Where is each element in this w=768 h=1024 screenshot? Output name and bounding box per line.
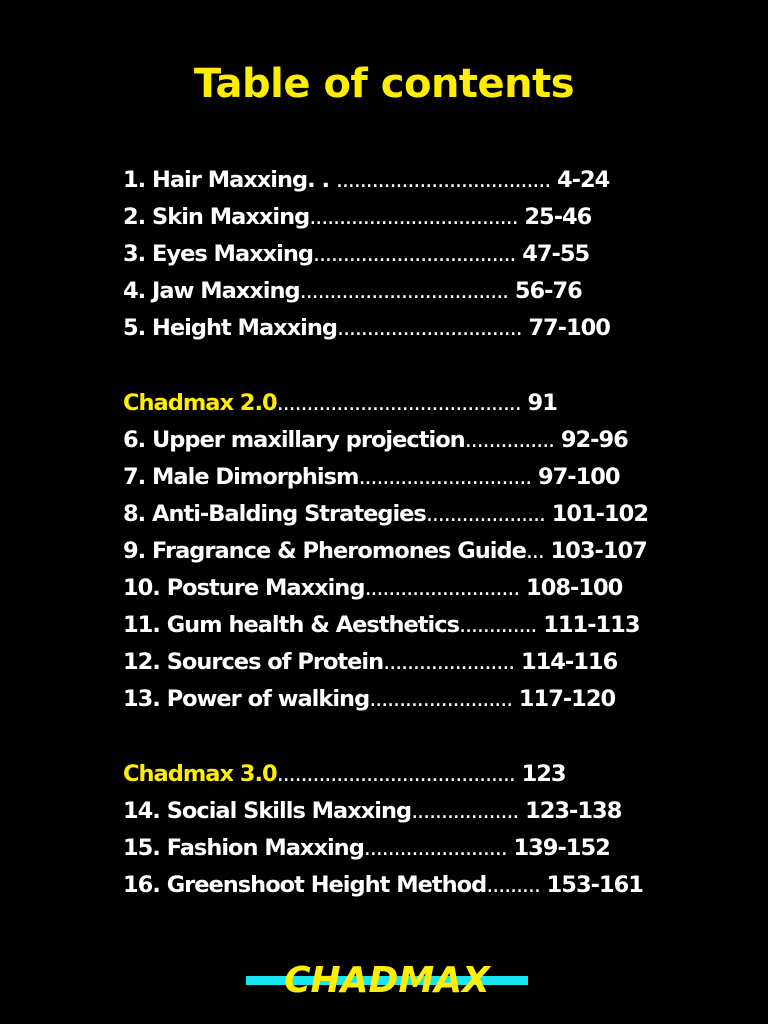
toc-page-range: 111-113: [536, 612, 640, 638]
toc-entry-title: 8. Anti-Balding Strategies: [123, 501, 426, 527]
toc-page-range: 123-138: [518, 798, 622, 824]
toc-page-range: 108-100: [519, 575, 623, 601]
toc-dot-leader: ...................................: [309, 204, 518, 230]
toc-page-range: 114-116: [514, 649, 618, 675]
toc-entry: [123, 793, 683, 830]
toc-dot-leader: ...: [525, 538, 544, 564]
toc-entry-title: 11. Gum health & Aesthetics: [123, 612, 459, 638]
toc-page-range: 97-100: [531, 464, 620, 490]
toc-page-range: 103-107: [543, 538, 647, 564]
toc-dot-leader: .............................: [358, 464, 532, 490]
toc-entry-title: 6. Upper maxillary projection: [123, 427, 465, 453]
toc-page-range: 77-100: [521, 315, 610, 341]
toc-dot-leader: ...............: [464, 427, 554, 453]
toc-entry-title: 10. Posture Maxxing: [123, 575, 365, 601]
toc-entry-title: 15. Fashion Maxxing: [123, 835, 364, 861]
page-title: Table of contents: [193, 61, 575, 107]
section-heading-title: Chadmax 3.0: [123, 761, 277, 787]
toc-dot-leader: ........................................: [276, 761, 515, 787]
toc-entry-title: 9. Fragrance & Pheromones Guide: [123, 538, 526, 564]
toc-page-range: 123: [514, 761, 566, 787]
toc-dot-leader: ...............................: [337, 315, 522, 341]
toc-section-heading: [123, 385, 683, 422]
brand-logo-text: CHADMAX: [284, 960, 490, 1001]
toc-page-range: 153-161: [539, 872, 643, 898]
toc-page-range: 92-96: [553, 427, 628, 453]
toc-page-range: 25-46: [517, 204, 592, 230]
table-of-contents: [123, 162, 683, 904]
toc-page-range: 91: [520, 390, 557, 416]
toc-entry: [123, 496, 683, 533]
toc-page-range: 4-24: [550, 167, 610, 193]
toc-entry: [123, 422, 683, 459]
toc-entry: [123, 533, 683, 570]
toc-entry-title: 16. Greenshoot Height Method: [123, 872, 487, 898]
toc-entry-title: 5. Height Maxxing: [123, 315, 337, 341]
toc-entry-title: 2. Skin Maxxing: [123, 204, 310, 230]
toc-entry: [123, 310, 683, 347]
toc-entry-title: 13. Power of walking: [123, 686, 370, 712]
toc-dot-leader: ....................................: [335, 167, 551, 193]
toc-entry-title: 12. Sources of Protein: [123, 649, 384, 675]
toc-entry: [123, 273, 683, 310]
toc-entry: [123, 459, 683, 496]
toc-page-range: 56-76: [507, 278, 582, 304]
toc-dot-leader: ..................: [411, 798, 519, 824]
brand-footer: [246, 958, 528, 1002]
toc-dot-leader: .............: [459, 612, 537, 638]
toc-entry-title: 3. Eyes Maxxing: [123, 241, 313, 267]
toc-page-range: 139-152: [506, 835, 610, 861]
toc-page-range: 101-102: [544, 501, 648, 527]
toc-entry: [123, 199, 683, 236]
toc-dot-leader: ........................: [363, 835, 507, 861]
toc-entry-title: 7. Male Dimorphism: [123, 464, 359, 490]
toc-dot-leader: ...................................: [299, 278, 508, 304]
toc-page-range: 47-55: [515, 241, 590, 267]
toc-section-heading: [123, 756, 683, 793]
toc-entry: [123, 570, 683, 607]
toc-dot-leader: .........: [486, 872, 540, 898]
toc-dot-leader: ......................: [383, 649, 515, 675]
toc-dot-leader: ..........................: [364, 575, 520, 601]
toc-entry: [123, 162, 683, 199]
toc-entry: [123, 607, 683, 644]
toc-entry-title: 1. Hair Maxxing. .: [123, 167, 336, 193]
toc-dot-leader: ........................: [369, 686, 513, 712]
toc-entry: [123, 644, 683, 681]
section-heading-title: Chadmax 2.0: [123, 390, 277, 416]
toc-dot-leader: ....................: [425, 501, 545, 527]
toc-dot-leader: .........................................: [276, 390, 521, 416]
toc-dot-leader: ..................................: [313, 241, 516, 267]
toc-entry: [123, 867, 683, 904]
section-gap: [123, 718, 683, 756]
toc-entry-title: 4. Jaw Maxxing: [123, 278, 300, 304]
section-gap: [123, 347, 683, 385]
toc-page-range: 117-120: [512, 686, 616, 712]
toc-entry: [123, 681, 683, 718]
toc-entry: [123, 830, 683, 867]
toc-entry: [123, 236, 683, 273]
toc-entry-title: 14. Social Skills Maxxing: [123, 798, 412, 824]
